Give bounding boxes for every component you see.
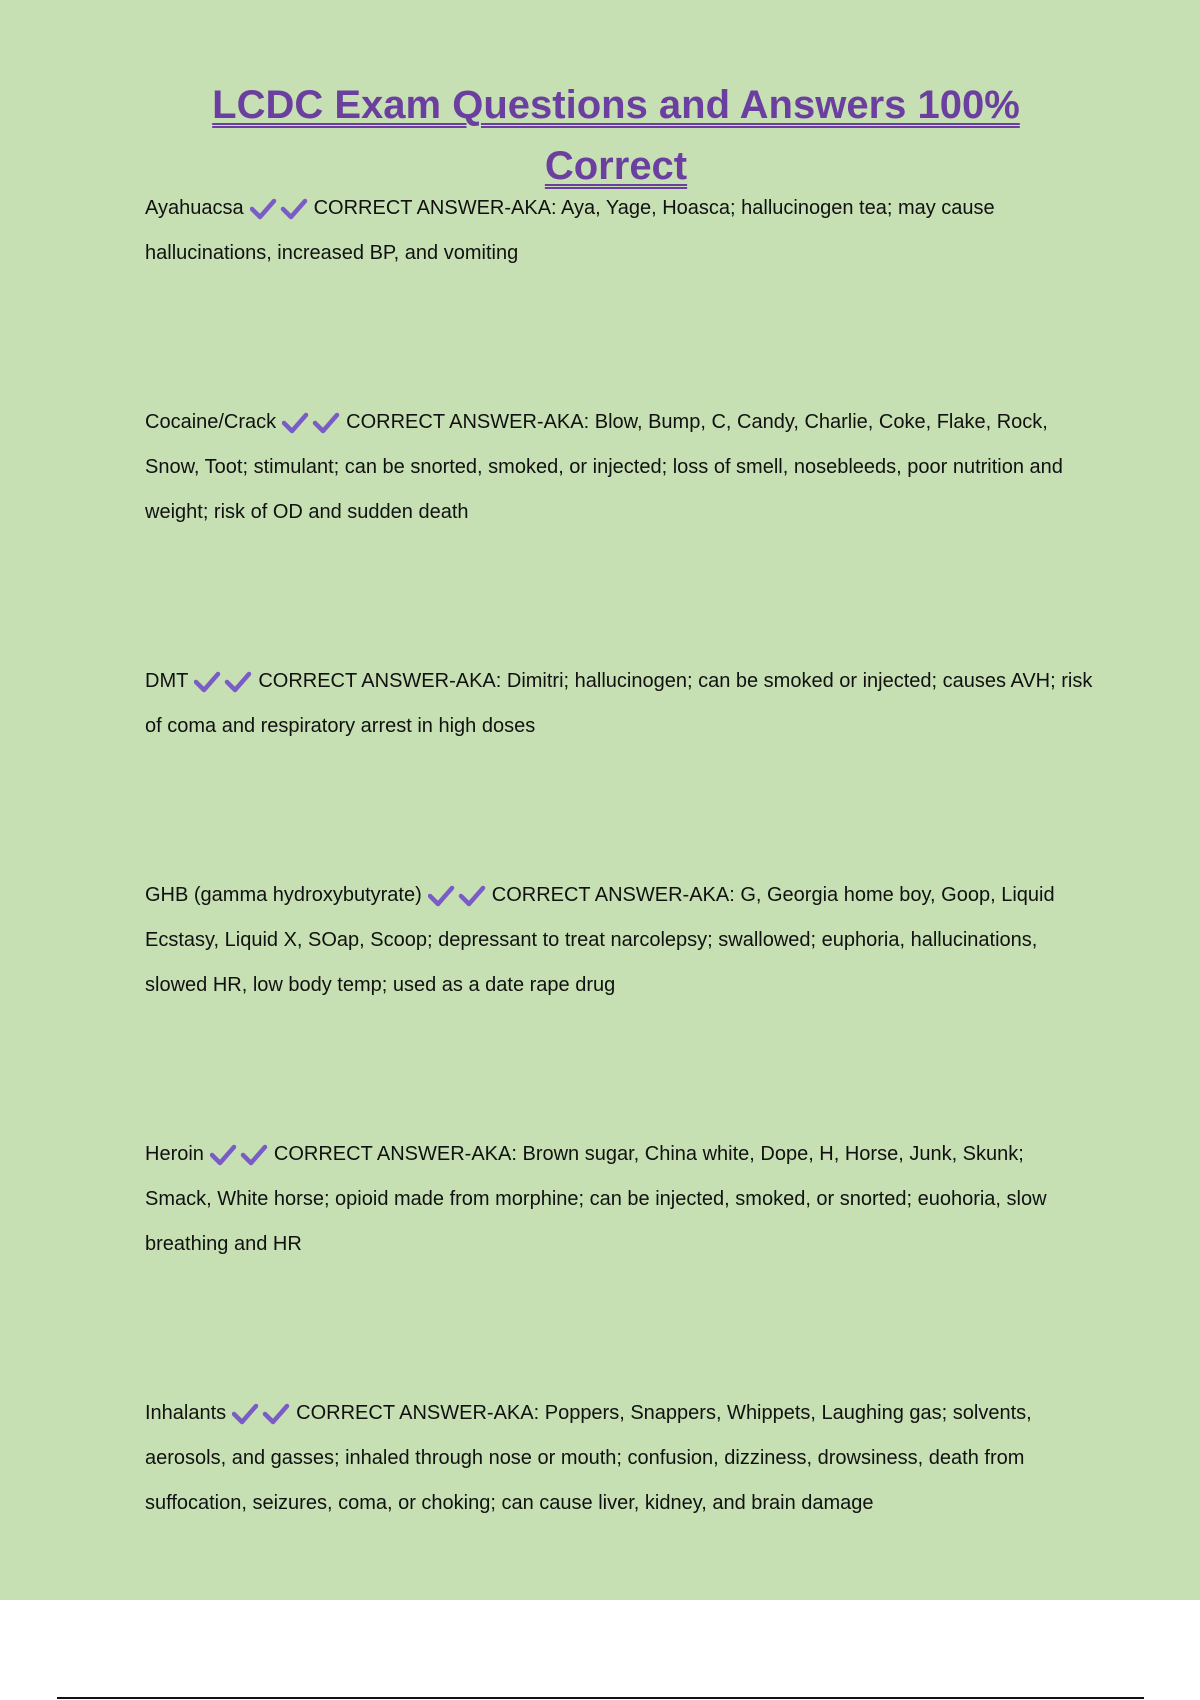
document-title: [145, 75, 1087, 197]
double-checkmark-icon: [232, 1401, 290, 1427]
qa-entry: [145, 659, 1095, 749]
qa-entry: [145, 1391, 1095, 1526]
qa-term: DMT: [145, 670, 189, 692]
qa-entry: [145, 1132, 1095, 1267]
qa-answer: CORRECT ANSWER-AKA: G, Georgia home boy, Goop, Liquid Ecstasy, Liquid X, SOap, Scoop; depressant to treat narcolepsy; swallowed; euphoria, hallucinations, slowed HR, low body temp; used as a date rape drug: [145, 884, 1055, 996]
checkmark-icon: [284, 415, 306, 431]
checkmark-icon: [315, 415, 337, 431]
qa-term: Inhalants: [145, 1402, 227, 1424]
double-checkmark-icon: [194, 669, 252, 695]
footer-divider: [57, 1697, 1144, 1699]
qa-term: Cocaine/Crack: [145, 411, 277, 433]
qa-answer: CORRECT ANSWER-AKA: Aya, Yage, Hoasca; hallucinogen tea; may cause hallucinations, increased BP, and vomiting: [145, 197, 995, 264]
qa-answer: CORRECT ANSWER-AKA: Poppers, Snappers, Whippets, Laughing gas; solvents, aerosols, and gasses; inhaled through nose or mouth; confusion, dizziness, drowsiness, death from suffocation, seizures, coma, or choking; can cause liver, kidney, and brain damage: [145, 1402, 1032, 1514]
qa-entry: [145, 873, 1095, 1008]
double-checkmark-icon: [282, 410, 340, 436]
checkmark-icon: [283, 201, 305, 217]
checkmark-icon: [461, 888, 483, 904]
checkmark-icon: [196, 674, 218, 690]
qa-term: Heroin: [145, 1143, 204, 1165]
checkmark-icon: [430, 888, 452, 904]
double-checkmark-icon: [210, 1142, 268, 1168]
qa-answer: CORRECT ANSWER-AKA: Dimitri; hallucinogen; can be smoked or injected; causes AVH; risk of coma and respiratory arrest in high doses: [145, 670, 1093, 737]
checkmark-icon: [252, 201, 274, 217]
checkmark-icon: [227, 674, 249, 690]
checkmark-icon: [265, 1406, 287, 1422]
checkmark-icon: [243, 1147, 265, 1163]
qa-answer: CORRECT ANSWER-AKA: Brown sugar, China white, Dope, H, Horse, Junk, Skunk; Smack, White horse; opioid made from morphine; can be injected, smoked, or snorted; euohoria, slow breathing and HR: [145, 1143, 1047, 1255]
checkmark-icon: [212, 1147, 234, 1163]
qa-answer: CORRECT ANSWER-AKA: Blow, Bump, C, Candy, Charlie, Coke, Flake, Rock, Snow, Toot; stimulant; can be snorted, smoked, or injected; loss of smell, nosebleeds, poor nutrition and weight; risk of OD and sudden death: [145, 411, 1063, 523]
qa-term: GHB (gamma hydroxybutyrate): [145, 884, 422, 906]
qa-term: Ayahuacsa: [145, 197, 244, 219]
qa-list: [145, 186, 1095, 1650]
checkmark-icon: [234, 1406, 256, 1422]
double-checkmark-icon: [250, 196, 308, 222]
qa-entry: [145, 400, 1095, 535]
document-title-text: LCDC Exam Questions and Answers 100% Correct: [212, 83, 1020, 188]
double-checkmark-icon: [428, 883, 486, 909]
qa-entry: [145, 186, 1095, 276]
